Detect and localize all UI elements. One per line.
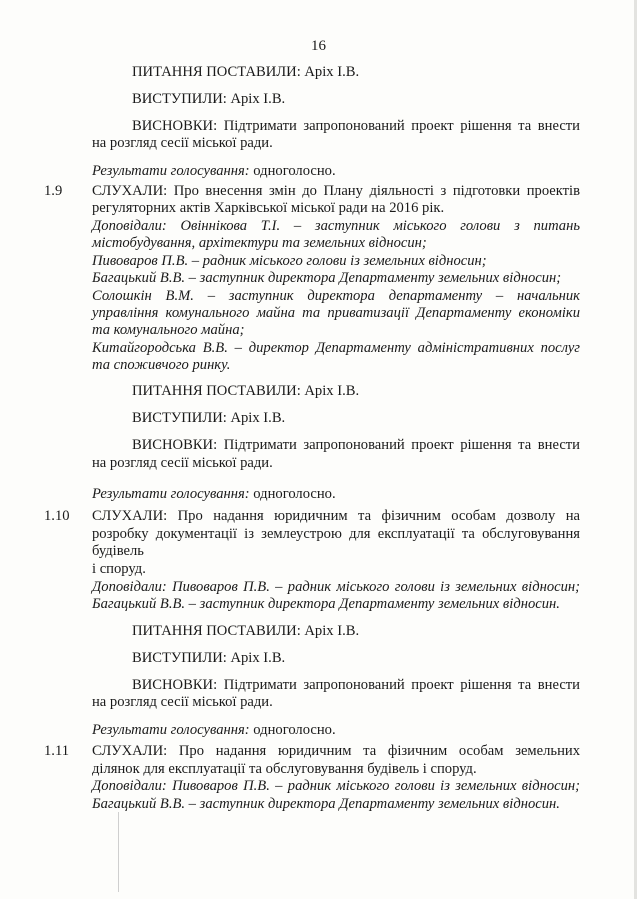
vote-result xyxy=(92,486,580,504)
reporters-line-7: та комунального майна; xyxy=(92,322,245,338)
reporters-line-1: Доповідали: Пивоваров П.В. – радник міського голови із земельних відносин; xyxy=(92,778,580,794)
raised-questions: ПИТАННЯ ПОСТАВИЛИ: Аріх І.В. xyxy=(132,64,360,80)
vote-label: Результати голосування: xyxy=(92,486,250,502)
vote-value: одноголосно. xyxy=(249,163,336,179)
vote-label: Результати голосування: xyxy=(92,163,250,179)
conclusions-line-1: ВИСНОВКИ: Підтримати запропонований проект рішення та внести xyxy=(132,677,580,693)
heard-line-1: СЛУХАЛИ: Про внесення змін до Плану діяльності з підготовки проектів xyxy=(92,183,580,199)
conclusions-line-2: на розгляд сесії міської ради. xyxy=(92,135,273,151)
vote-result xyxy=(92,722,580,740)
reporters-line-6: управління комунального майна та приватизації Департаменту економіки xyxy=(92,305,580,321)
vote-value: одноголосно. xyxy=(249,486,336,502)
raised-questions: ПИТАННЯ ПОСТАВИЛИ: Аріх І.В. xyxy=(132,623,360,639)
reporters-line-8: Китайгородська В.В. – директор Департаменту адміністративних послуг xyxy=(92,340,580,356)
reporters-line-4: Багацький В.В. – заступник директора Департаменту земельних відносин; xyxy=(92,270,562,286)
spoke: ВИСТУПИЛИ: Аріх І.В. xyxy=(132,410,286,426)
item-number: 1.10 xyxy=(44,508,70,524)
spoke: ВИСТУПИЛИ: Аріх І.В. xyxy=(132,650,286,666)
reporters-line-3: Пивоваров П.В. – радник міського голови із земельних відносин; xyxy=(92,253,487,269)
reporters-line-5: Солошкін В.М. – заступник директора департаменту – начальник xyxy=(92,288,580,304)
heard-line-2: регуляторних актів Харківської міської ради на 2016 рік. xyxy=(92,200,445,216)
vote-value: одноголосно. xyxy=(249,722,336,738)
reporters-line-1: Доповідали: Овіннікова Т.І. – заступник міського голови з питань xyxy=(92,218,580,234)
spoke: ВИСТУПИЛИ: Аріх І.В. xyxy=(132,91,286,107)
page-number: 16 xyxy=(311,38,326,54)
item-number: 1.11 xyxy=(44,743,69,759)
heard-line-2: ділянок для експлуатації та обслуговування будівель і споруд. xyxy=(92,761,477,777)
reporters-line-1: Доповідали: Пивоваров П.В. – радник міського голови із земельних відносин; xyxy=(92,579,580,595)
heard-line-1: СЛУХАЛИ: Про надання юридичним та фізичним особам земельних xyxy=(92,743,580,759)
heard-line-1: СЛУХАЛИ: Про надання юридичним та фізичним особам дозволу на xyxy=(92,508,580,524)
vote-result xyxy=(92,163,580,181)
item-number: 1.9 xyxy=(44,183,63,199)
vote-label: Результати голосування: xyxy=(92,722,250,738)
conclusions-line-2: на розгляд сесії міської ради. xyxy=(92,455,273,471)
heard-line-3: будівель xyxy=(92,543,144,559)
reporters-line-9: та споживчого ринку. xyxy=(92,357,231,373)
reporters-line-2: Багацький В.В. – заступник директора Департаменту земельних відносин. xyxy=(92,796,560,812)
conclusions-line-2: на розгляд сесії міської ради. xyxy=(92,694,273,710)
raised-questions: ПИТАННЯ ПОСТАВИЛИ: Аріх І.В. xyxy=(132,383,360,399)
heard-line-4: і споруд. xyxy=(92,561,146,577)
conclusions-line-1: ВИСНОВКИ: Підтримати запропонований проект рішення та внести xyxy=(132,437,580,453)
scan-artifact-line xyxy=(118,812,119,892)
conclusions-line-1: ВИСНОВКИ: Підтримати запропонований проект рішення та внести xyxy=(132,118,580,134)
reporters-line-2: містобудування, архітектури та земельних відносин; xyxy=(92,235,427,251)
heard-line-2: розробку документації із землеустрою для експлуатації та обслуговування xyxy=(92,526,580,542)
reporters-line-2: Багацький В.В. – заступник директора Департаменту земельних відносин. xyxy=(92,596,560,612)
